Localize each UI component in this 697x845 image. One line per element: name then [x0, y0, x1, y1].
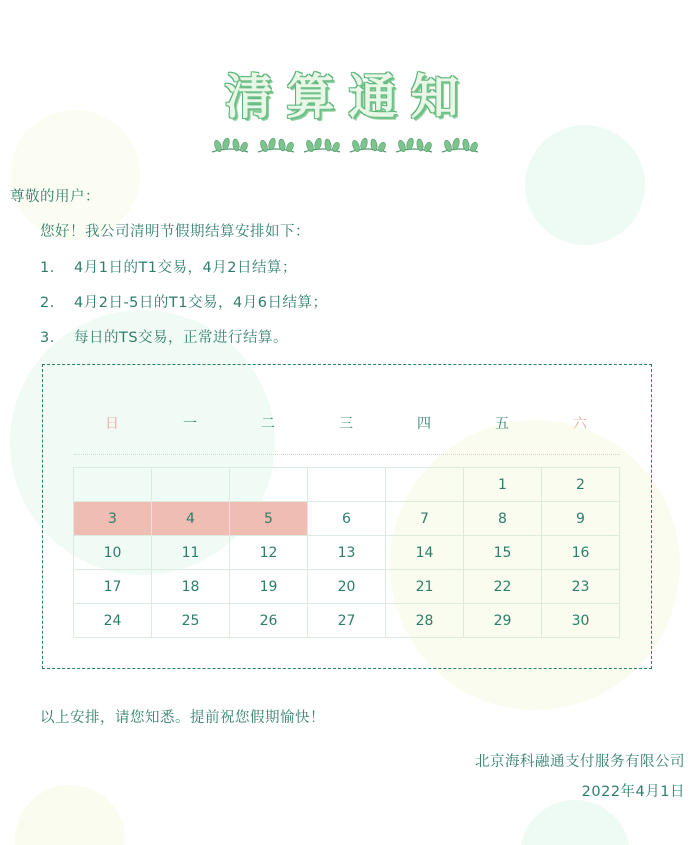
calendar-day-cell: 12 [230, 536, 308, 570]
calendar-grid [73, 467, 621, 638]
page-title: 清算通知 [224, 69, 473, 125]
calendar-day-cell: 25 [152, 604, 230, 638]
weekday-header-sun: 日 [105, 416, 119, 432]
list-item-text: 4月1日的T1交易，4月2日结算； [74, 260, 297, 276]
weekday-header-sat: 六 [573, 416, 587, 432]
greeting: 尊敬的用户： [10, 189, 100, 205]
calendar-day-cell: 30 [542, 604, 620, 638]
calendar-day-cell: 24 [74, 604, 152, 638]
calendar-day-cell: 8 [464, 502, 542, 536]
calendar-day-cell: 29 [464, 604, 542, 638]
list-item-number: 1. [40, 260, 55, 276]
calendar-day-cell: 5 [230, 502, 308, 536]
calendar-day-cell: 27 [308, 604, 386, 638]
closing-text: 以上安排，请您知悉。提前祝您假期愉快！ [40, 710, 325, 726]
list-item-text: 每日的TS交易，正常进行结算。 [74, 330, 289, 346]
list-item [40, 256, 297, 277]
calendar-day-cell: 14 [386, 536, 464, 570]
calendar-day-cell [74, 468, 152, 502]
calendar-day-cell [152, 468, 230, 502]
calendar-day-cell: 28 [386, 604, 464, 638]
list-item [40, 291, 327, 312]
list-item-text: 4月2日-5日的T1交易，4月6日结算； [74, 295, 328, 311]
decor-circle [15, 785, 125, 845]
calendar-day-cell: 3 [74, 502, 152, 536]
calendar-day-cell: 10 [74, 536, 152, 570]
decor-circle [520, 800, 630, 845]
calendar-day-cell: 2 [542, 468, 620, 502]
list-item-number: 3. [40, 330, 55, 346]
calendar-day-cell: 7 [386, 502, 464, 536]
calendar-day-cell: 16 [542, 536, 620, 570]
weekday-header-tue: 二 [261, 416, 275, 432]
calendar-day-cell: 17 [74, 570, 152, 604]
leaf-divider-icon [210, 132, 490, 160]
calendar-day-cell: 9 [542, 502, 620, 536]
calendar-day-cell [230, 468, 308, 502]
calendar-day-cell: 1 [464, 468, 542, 502]
calendar-day-cell: 13 [308, 536, 386, 570]
calendar-day-cell: 23 [542, 570, 620, 604]
weekday-header-thu: 四 [417, 416, 431, 432]
calendar-day-cell: 4 [152, 502, 230, 536]
calendar-day-cell: 21 [386, 570, 464, 604]
calendar-day-cell: 19 [230, 570, 308, 604]
calendar-day-cell: 20 [308, 570, 386, 604]
weekday-divider [74, 454, 620, 455]
calendar-day-cell: 18 [152, 570, 230, 604]
list-item-number: 2. [40, 295, 55, 311]
calendar-day-cell: 11 [152, 536, 230, 570]
company-name: 北京海科融通支付服务有限公司 [475, 754, 685, 770]
calendar-day-cell: 26 [230, 604, 308, 638]
weekday-header-wed: 三 [339, 416, 353, 432]
calendar-day-cell: 6 [308, 502, 386, 536]
weekday-header-fri: 五 [495, 416, 509, 432]
calendar-day-cell: 22 [464, 570, 542, 604]
decor-circle [525, 125, 645, 245]
notice-date: 2022年4月1日 [581, 784, 685, 800]
list-item [40, 326, 288, 347]
weekday-header-mon: 一 [183, 416, 197, 432]
intro-text: 您好！我公司清明节假期结算安排如下： [40, 224, 310, 240]
calendar-day-cell [386, 468, 464, 502]
calendar-day-cell [308, 468, 386, 502]
calendar-day-cell: 15 [464, 536, 542, 570]
